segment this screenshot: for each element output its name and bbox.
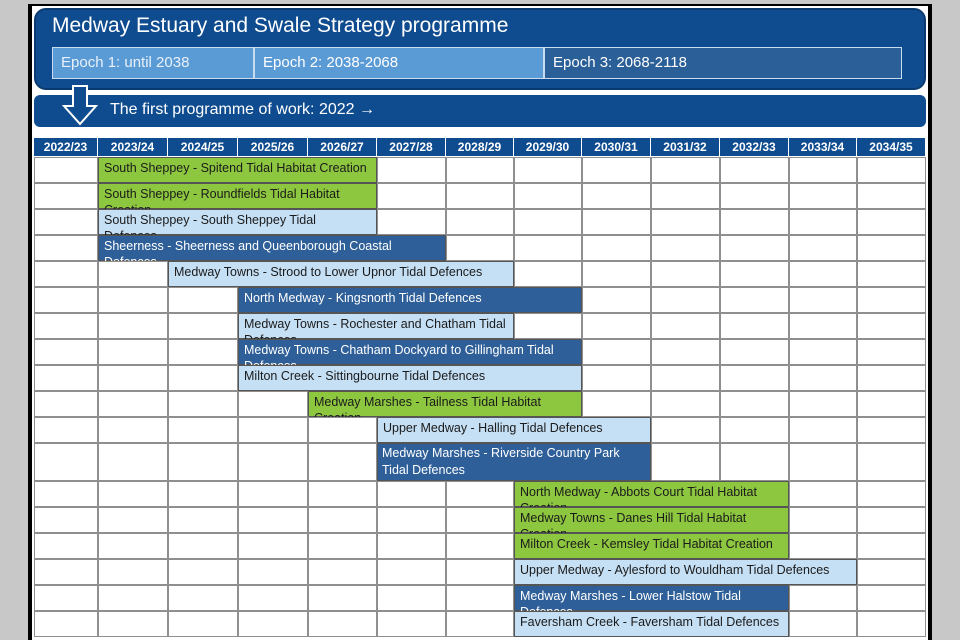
grid-cell	[168, 507, 238, 533]
grid-cell	[34, 209, 98, 235]
grid-cell	[651, 261, 720, 287]
grid-cell	[720, 235, 789, 261]
grid-cell	[238, 585, 308, 611]
grid-cell	[857, 339, 926, 365]
project-bar: Medway Towns - Danes Hill Tidal Habitat	[514, 507, 789, 533]
grid-cell	[34, 559, 98, 585]
grid-cell	[789, 209, 857, 235]
grid-cell	[720, 391, 789, 417]
grid-cell	[857, 365, 926, 391]
grid-cell	[308, 533, 377, 559]
grid-cell	[168, 533, 238, 559]
year-header-2034-35: 2034/35	[857, 138, 926, 156]
grid-cell	[168, 339, 238, 365]
project-bar: Upper Medway - Halling Tidal Defences	[377, 417, 651, 443]
project-bar: South Sheppey - South Sheppey Tidal	[98, 209, 377, 235]
year-header-2025-26: 2025/26	[238, 138, 308, 156]
grid-cell	[377, 481, 446, 507]
grid-cell	[514, 157, 582, 183]
grid-cell	[377, 209, 446, 235]
grid-cell	[651, 313, 720, 339]
grid-cell	[34, 585, 98, 611]
grid-cell	[377, 585, 446, 611]
grid-cell	[446, 235, 514, 261]
grid-cell	[582, 365, 651, 391]
grid-cell	[857, 559, 926, 585]
year-header-2033-34: 2033/34	[789, 138, 857, 156]
grid-cell	[651, 443, 720, 481]
page-title: Medway Estuary and Swale Strategy programme	[52, 14, 509, 37]
grid-cell	[308, 481, 377, 507]
project-bar: Medway Towns - Rochester and Chatham Tidal	[238, 313, 514, 339]
grid-cell	[446, 209, 514, 235]
grid-cell	[720, 443, 789, 481]
grid-cell	[789, 611, 857, 637]
epoch-1-label: Epoch 1: until 2038	[52, 47, 254, 79]
grid-cell	[857, 611, 926, 637]
grid-cell	[238, 391, 308, 417]
grid-cell	[377, 611, 446, 637]
grid-cell	[238, 611, 308, 637]
grid-cell	[168, 287, 238, 313]
grid-cell	[238, 417, 308, 443]
epoch-3-label: Epoch 3: 2068-2118	[544, 47, 902, 79]
grid-cell	[789, 391, 857, 417]
grid-cell	[34, 313, 98, 339]
grid-cell	[582, 183, 651, 209]
grid-cell	[720, 313, 789, 339]
grid-cell	[34, 183, 98, 209]
grid-cell	[98, 287, 168, 313]
year-header-2029-30: 2029/30	[514, 138, 582, 156]
grid-cell	[582, 339, 651, 365]
grid-cell	[789, 365, 857, 391]
grid-cell	[34, 391, 98, 417]
grid-cell	[34, 507, 98, 533]
grid-cell	[446, 585, 514, 611]
grid-cell	[857, 235, 926, 261]
grid-cell	[446, 611, 514, 637]
grid-cell	[789, 183, 857, 209]
year-header-2030-31: 2030/31	[582, 138, 651, 156]
grid-cell	[98, 417, 168, 443]
grid-cell	[168, 585, 238, 611]
grid-cell	[168, 391, 238, 417]
grid-cell	[582, 287, 651, 313]
year-header-2023-24: 2023/24	[98, 138, 168, 156]
grid-cell	[98, 443, 168, 481]
grid-cell	[168, 481, 238, 507]
grid-cell	[582, 235, 651, 261]
grid-cell	[238, 559, 308, 585]
grid-cell	[789, 443, 857, 481]
grid-cell	[857, 507, 926, 533]
grid-cell	[308, 507, 377, 533]
grid-cell	[789, 313, 857, 339]
grid-cell	[34, 157, 98, 183]
grid-cell	[789, 585, 857, 611]
grid-cell	[168, 559, 238, 585]
grid-cell	[98, 533, 168, 559]
grid-cell	[168, 417, 238, 443]
project-bar: Milton Creek - Kemsley Tidal Habitat Creation	[514, 533, 789, 559]
project-bar: Milton Creek - Sittingbourne Tidal Defences	[238, 365, 582, 391]
year-header-2026-27: 2026/27	[308, 138, 377, 156]
grid-cell	[377, 507, 446, 533]
grid-cell	[582, 313, 651, 339]
grid-cell	[168, 611, 238, 637]
grid-cell	[168, 365, 238, 391]
grid-cell	[789, 235, 857, 261]
grid-cell	[857, 417, 926, 443]
grid-cell	[377, 183, 446, 209]
grid-cell	[98, 391, 168, 417]
epoch-2-label: Epoch 2: 2038-2068	[254, 47, 544, 79]
grid-cell	[651, 235, 720, 261]
grid-cell	[720, 209, 789, 235]
grid-cell	[377, 559, 446, 585]
grid-cell	[514, 209, 582, 235]
year-header-2032-33: 2032/33	[720, 138, 789, 156]
grid-cell	[857, 261, 926, 287]
grid-cell	[789, 417, 857, 443]
project-bar: Medway Marshes - Riverside Country Park Tidal Defences	[377, 443, 651, 481]
grid-cell	[582, 261, 651, 287]
grid-cell	[857, 183, 926, 209]
grid-cell	[720, 183, 789, 209]
first-programme-label: The first programme of work: 2022 →	[110, 101, 375, 118]
grid-cell	[168, 443, 238, 481]
grid-cell	[98, 481, 168, 507]
grid-cell	[651, 157, 720, 183]
project-bar: North Medway - Abbots Court Tidal Habitat	[514, 481, 789, 507]
grid-cell	[168, 313, 238, 339]
project-bar: Faversham Creek - Faversham Tidal Defences	[514, 611, 789, 637]
grid-cell	[34, 533, 98, 559]
project-bar: Upper Medway - Aylesford to Wouldham Tidal Defences	[514, 559, 857, 585]
project-bar: Sheerness - Sheerness and Queenborough Coastal	[98, 235, 446, 261]
project-bar: Medway Marshes - Lower Halstow Tidal	[514, 585, 789, 611]
grid-cell	[308, 559, 377, 585]
grid-cell	[789, 157, 857, 183]
grid-cell	[98, 339, 168, 365]
grid-cell	[34, 287, 98, 313]
grid-cell	[308, 443, 377, 481]
project-bar: South Sheppey - Roundfields Tidal Habitat	[98, 183, 377, 209]
grid-cell	[34, 611, 98, 637]
grid-cell	[789, 339, 857, 365]
grid-cell	[857, 585, 926, 611]
grid-cell	[789, 261, 857, 287]
grid-cell	[582, 157, 651, 183]
grid-cell	[308, 417, 377, 443]
grid-cell	[238, 533, 308, 559]
grid-cell	[98, 365, 168, 391]
grid-cell	[582, 391, 651, 417]
grid-cell	[720, 287, 789, 313]
grid-cell	[446, 507, 514, 533]
grid-cell	[377, 533, 446, 559]
grid-cell	[720, 365, 789, 391]
grid-cell	[857, 443, 926, 481]
grid-cell	[98, 559, 168, 585]
grid-cell	[720, 261, 789, 287]
year-header-2028-29: 2028/29	[446, 138, 514, 156]
grid-cell	[651, 417, 720, 443]
grid-cell	[446, 481, 514, 507]
grid-cell	[789, 533, 857, 559]
grid-cell	[446, 157, 514, 183]
grid-cell	[651, 391, 720, 417]
grid-cell	[34, 417, 98, 443]
grid-cell	[651, 365, 720, 391]
grid-cell	[582, 209, 651, 235]
year-header-2031-32: 2031/32	[651, 138, 720, 156]
grid-cell	[720, 339, 789, 365]
grid-cell	[34, 443, 98, 481]
grid-cell	[514, 261, 582, 287]
grid-cell	[377, 157, 446, 183]
grid-cell	[446, 559, 514, 585]
grid-cell	[238, 507, 308, 533]
grid-cell	[651, 339, 720, 365]
grid-cell	[34, 339, 98, 365]
grid-cell	[98, 261, 168, 287]
grid-cell	[857, 157, 926, 183]
year-header-2022-23: 2022/23	[34, 138, 98, 156]
grid-cell	[651, 287, 720, 313]
grid-cell	[857, 287, 926, 313]
grid-cell	[514, 183, 582, 209]
grid-cell	[857, 313, 926, 339]
grid-cell	[308, 611, 377, 637]
grid-cell	[238, 443, 308, 481]
grid-cell	[789, 287, 857, 313]
grid-cell	[789, 481, 857, 507]
grid-cell	[857, 391, 926, 417]
year-header-2027-28: 2027/28	[377, 138, 446, 156]
grid-cell	[34, 261, 98, 287]
grid-cell	[98, 585, 168, 611]
grid-cell	[720, 157, 789, 183]
grid-cell	[651, 183, 720, 209]
project-bar: Medway Towns - Strood to Lower Upnor Tidal Defences	[168, 261, 514, 287]
project-bar: Medway Towns - Chatham Dockyard to Gillingham Tidal	[238, 339, 582, 365]
project-bar: South Sheppey - Spitend Tidal Habitat Creation	[98, 157, 377, 183]
grid-cell	[446, 533, 514, 559]
grid-cell	[98, 611, 168, 637]
grid-cell	[34, 235, 98, 261]
grid-cell	[857, 533, 926, 559]
project-bar: Medway Marshes - Tailness Tidal Habitat	[308, 391, 582, 417]
grid-cell	[514, 313, 582, 339]
grid-cell	[857, 481, 926, 507]
grid-cell	[446, 183, 514, 209]
grid-cell	[238, 481, 308, 507]
grid-cell	[308, 585, 377, 611]
grid-cell	[34, 365, 98, 391]
year-header-2024-25: 2024/25	[168, 138, 238, 156]
grid-cell	[651, 209, 720, 235]
project-bar: North Medway - Kingsnorth Tidal Defences	[238, 287, 582, 313]
grid-cell	[98, 313, 168, 339]
grid-cell	[789, 507, 857, 533]
grid-cell	[857, 209, 926, 235]
grid-cell	[98, 507, 168, 533]
grid-cell	[720, 417, 789, 443]
grid-cell	[34, 481, 98, 507]
grid-cell	[514, 235, 582, 261]
